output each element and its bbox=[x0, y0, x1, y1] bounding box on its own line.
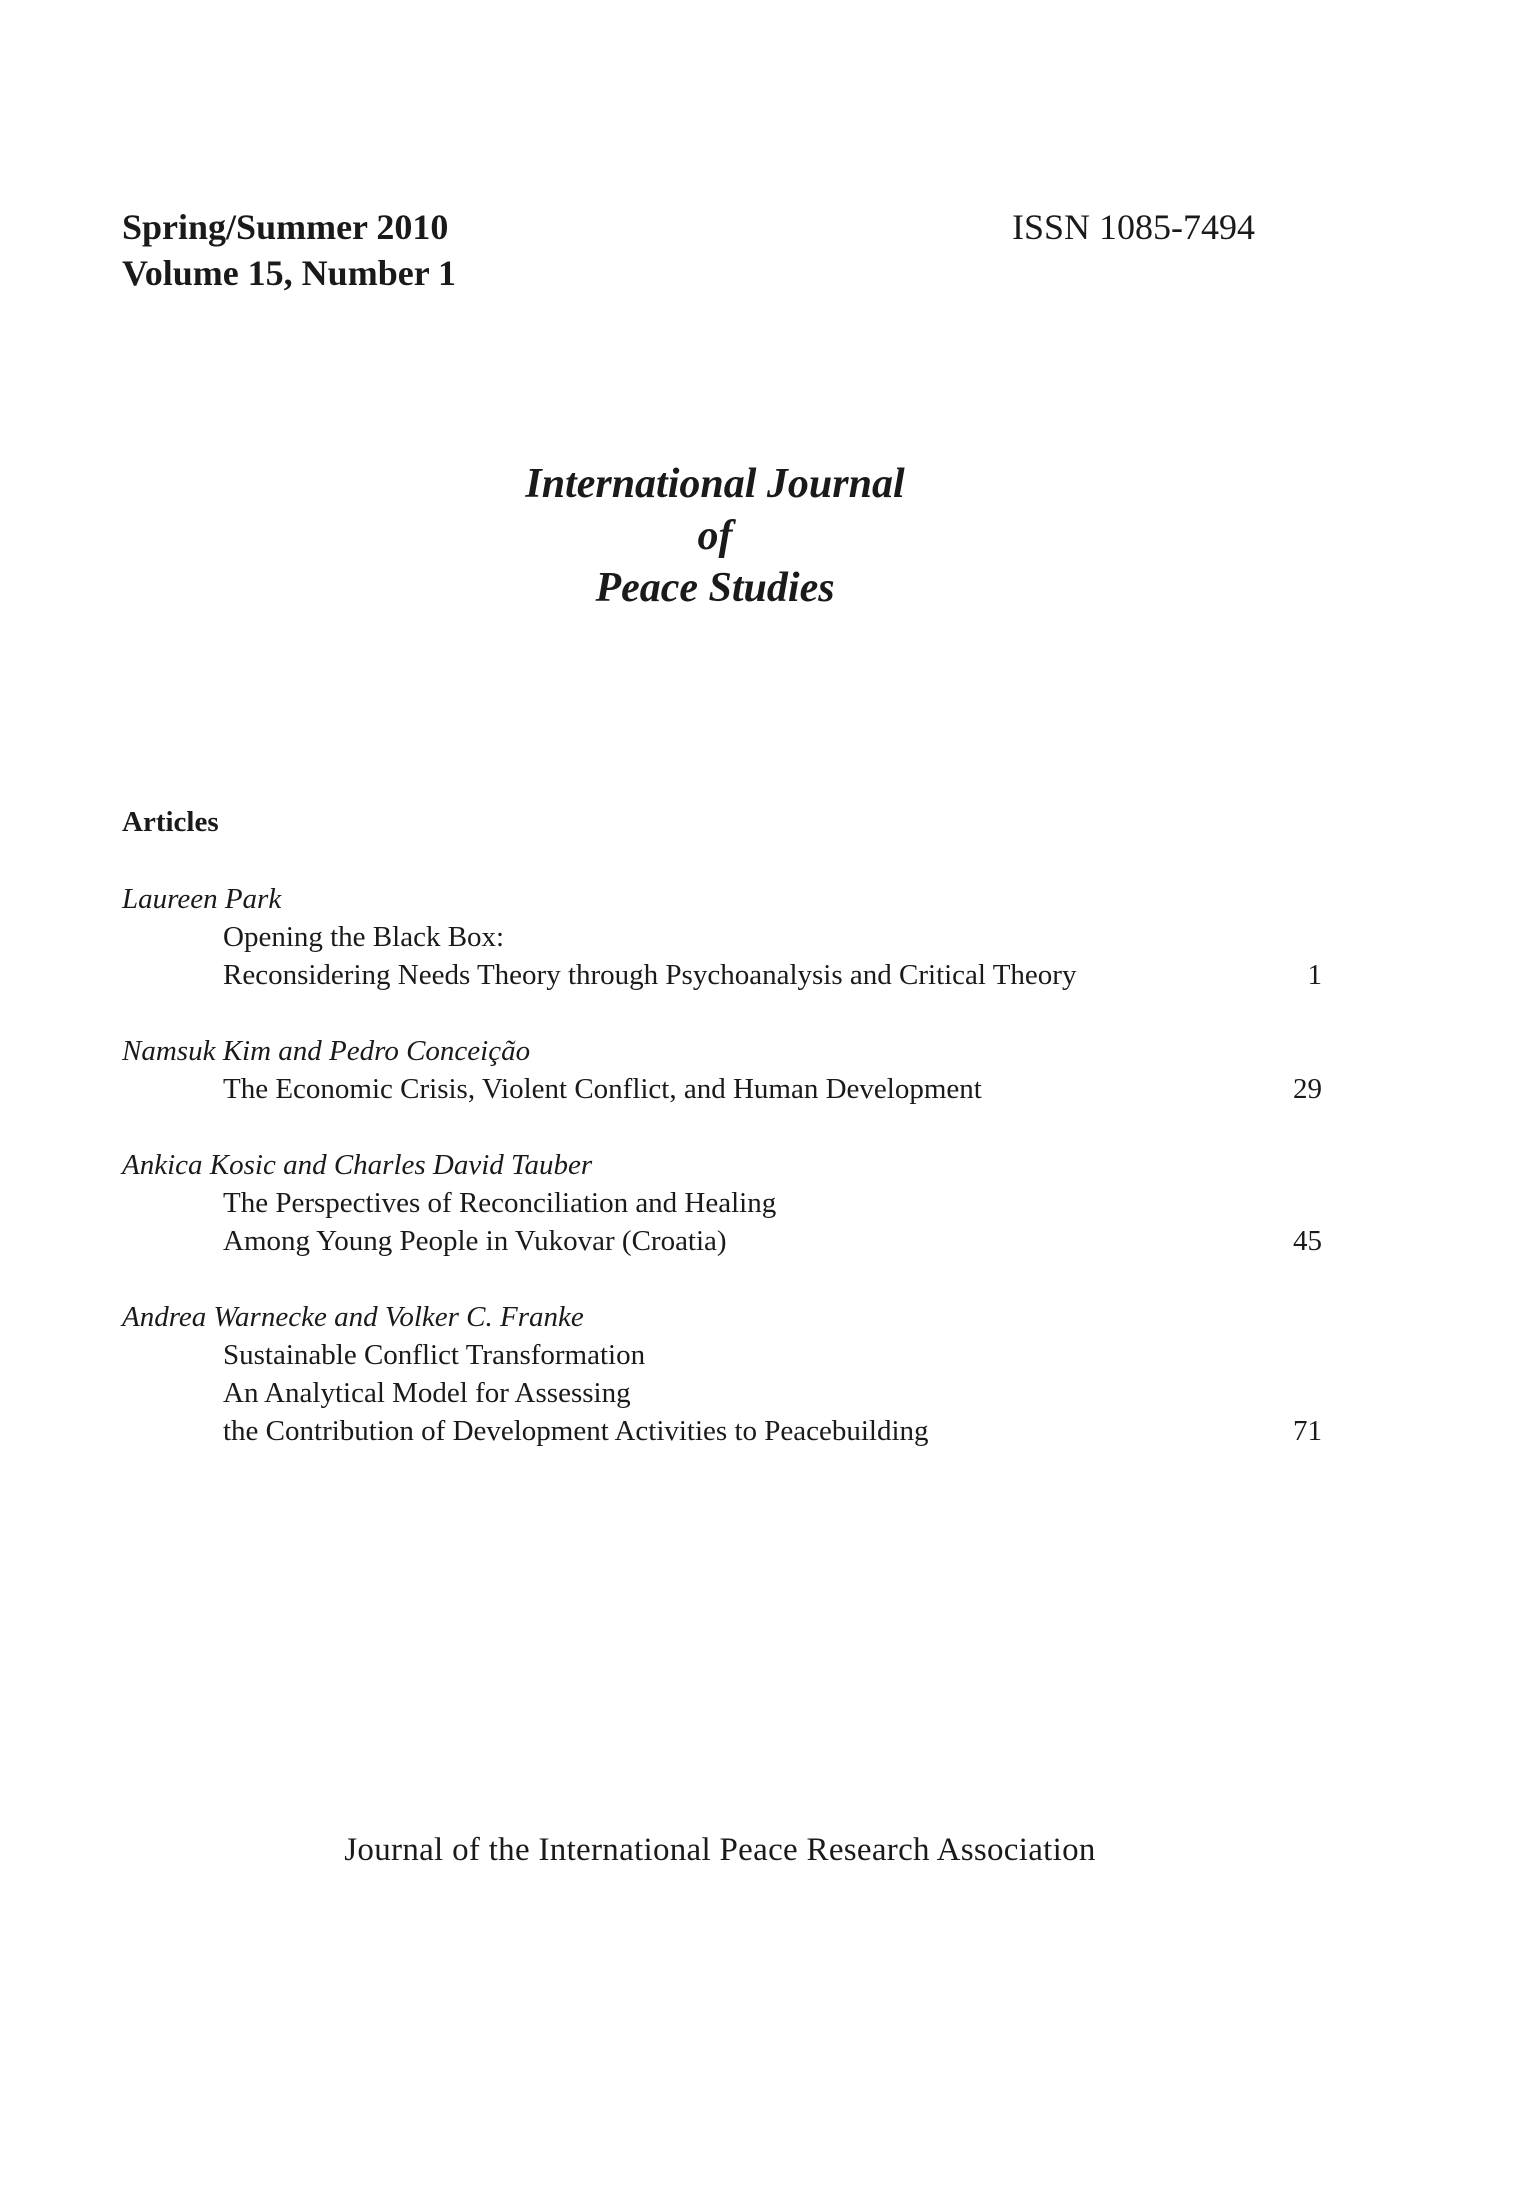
article-page-number: 45 bbox=[1293, 1225, 1322, 1257]
article-title-line: Opening the Black Box: bbox=[223, 921, 505, 953]
article-entry bbox=[122, 880, 1322, 994]
volume-number: Volume 15, Number 1 bbox=[122, 253, 457, 293]
article-title-line: An Analytical Model for Assessing bbox=[223, 1377, 631, 1409]
article-title-line: The Economic Crisis, Violent Conflict, and Human Development bbox=[223, 1073, 982, 1105]
article-entry bbox=[122, 1032, 1322, 1108]
footer-association: Journal of the International Peace Research Association bbox=[344, 1832, 1096, 1868]
journal-title-line-1: International Journal bbox=[525, 461, 905, 507]
issue-season: Spring/Summer 2010 bbox=[122, 207, 449, 247]
journal-title bbox=[0, 458, 1430, 614]
article-page-number: 71 bbox=[1293, 1415, 1322, 1447]
article-authors: Ankica Kosic and Charles David Tauber bbox=[122, 1149, 593, 1181]
article-authors: Andrea Warnecke and Volker C. Franke bbox=[122, 1301, 584, 1333]
article-title-line: Reconsidering Needs Theory through Psychoanalysis and Critical Theory bbox=[223, 959, 1077, 991]
article-title-line: Sustainable Conflict Transformation bbox=[223, 1339, 646, 1371]
article-entry bbox=[122, 1298, 1322, 1450]
articles-heading: Articles bbox=[122, 806, 219, 838]
journal-title-line-2: of bbox=[697, 513, 733, 559]
article-page-number: 1 bbox=[1307, 959, 1322, 991]
article-authors: Laureen Park bbox=[122, 883, 282, 915]
article-title-line: the Contribution of Development Activities to Peacebuilding bbox=[223, 1415, 929, 1447]
article-title-line: Among Young People in Vukovar (Croatia) bbox=[223, 1225, 727, 1257]
table-of-contents bbox=[122, 880, 1322, 1450]
issue-info bbox=[122, 204, 456, 296]
article-entry bbox=[122, 1146, 1322, 1260]
journal-title-line-3: Peace Studies bbox=[595, 565, 835, 611]
article-authors: Namsuk Kim and Pedro Conceição bbox=[122, 1035, 531, 1067]
article-title-line: The Perspectives of Reconciliation and Healing bbox=[223, 1187, 777, 1219]
article-page-number: 29 bbox=[1293, 1073, 1322, 1105]
issn: ISSN 1085-7494 bbox=[1012, 207, 1256, 247]
